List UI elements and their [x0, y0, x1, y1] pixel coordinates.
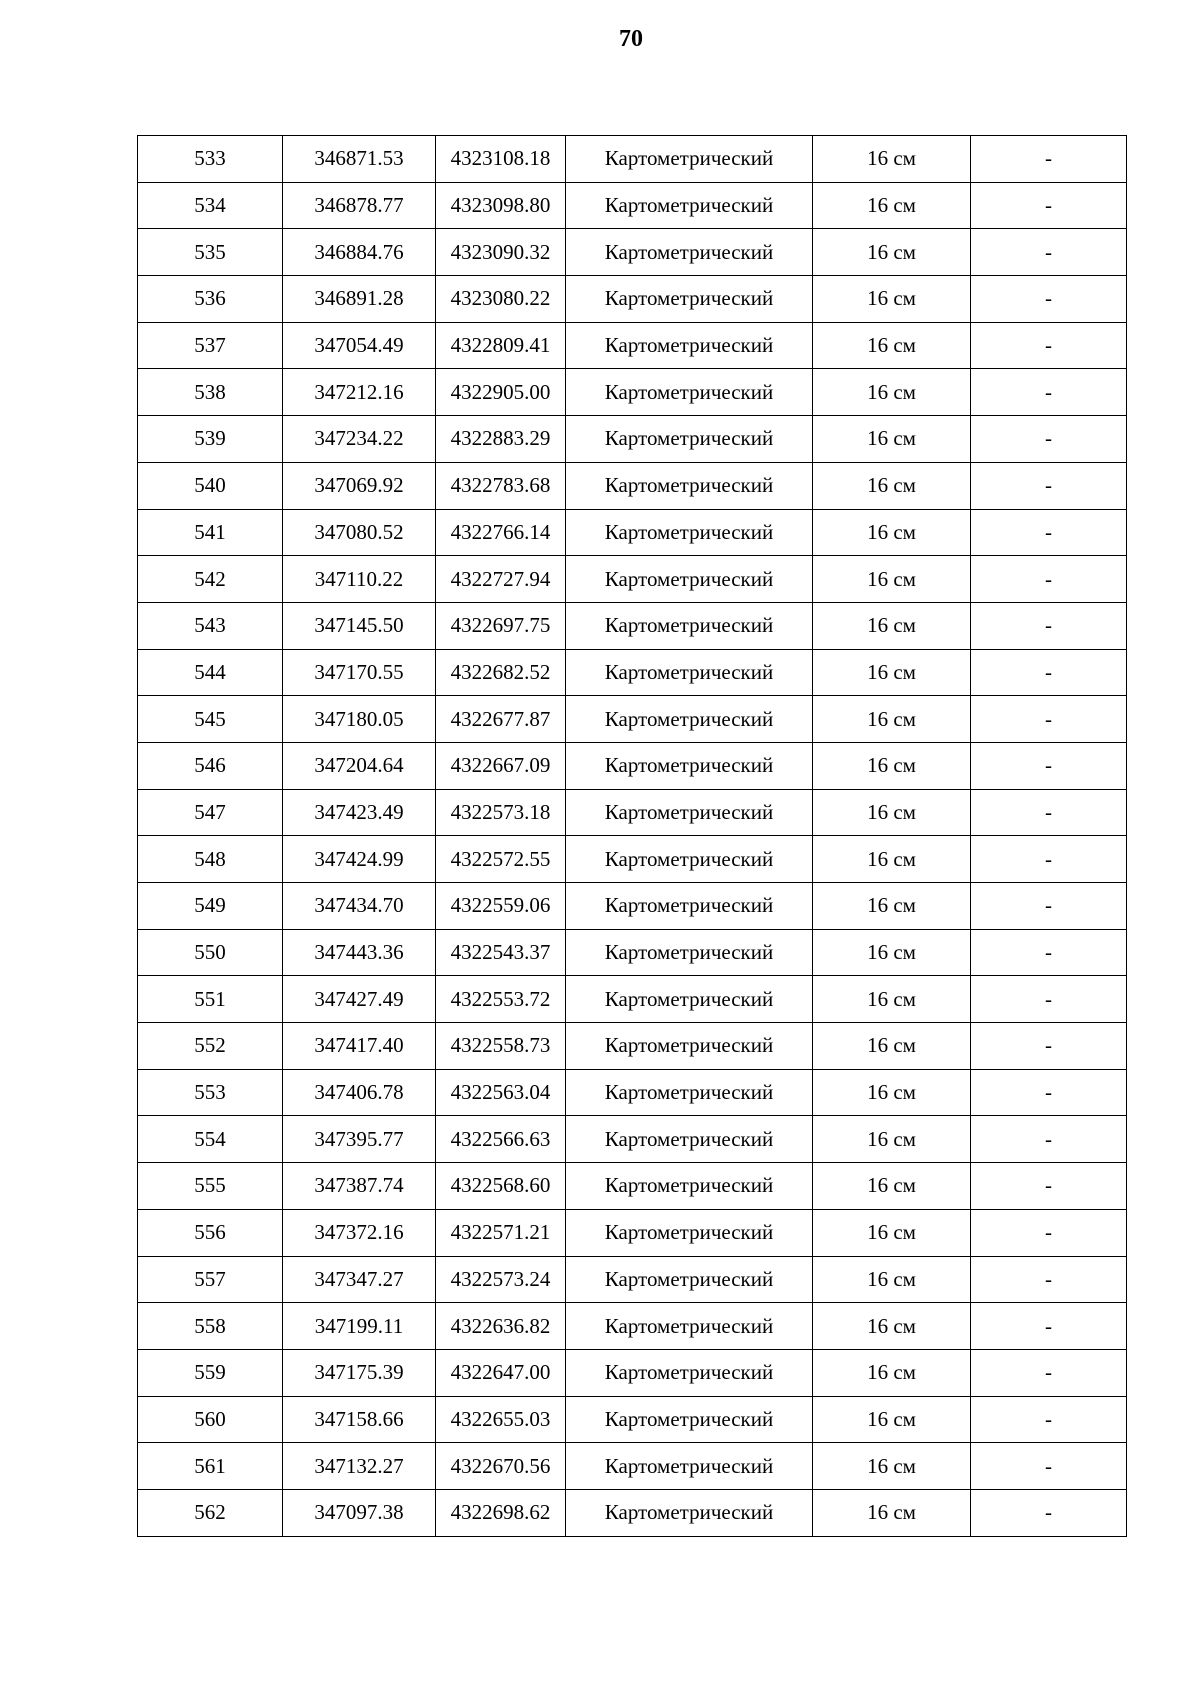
table-row: [138, 136, 1127, 183]
method-cell: Картометрический: [566, 976, 813, 1023]
x-coordinate-cell: 347423.49: [283, 789, 436, 836]
y-coordinate-cell: 4322571.21: [436, 1209, 566, 1256]
description-cell: -: [971, 1349, 1127, 1396]
description-cell: -: [971, 416, 1127, 463]
method-cell: Картометрический: [566, 229, 813, 276]
method-cell: Картометрический: [566, 276, 813, 323]
point-number-cell: 539: [138, 416, 283, 463]
description-cell: -: [971, 1489, 1127, 1536]
table-row: [138, 1443, 1127, 1490]
precision-cell: 16 см: [813, 1256, 971, 1303]
precision-cell: 16 см: [813, 1116, 971, 1163]
method-cell: Картометрический: [566, 182, 813, 229]
point-number-cell: 549: [138, 883, 283, 930]
description-cell: -: [971, 602, 1127, 649]
method-cell: Картометрический: [566, 556, 813, 603]
description-cell: -: [971, 696, 1127, 743]
y-coordinate-cell: 4322573.18: [436, 789, 566, 836]
method-cell: Картометрический: [566, 509, 813, 556]
description-cell: -: [971, 556, 1127, 603]
method-cell: Картометрический: [566, 1163, 813, 1210]
precision-cell: 16 см: [813, 136, 971, 183]
description-cell: -: [971, 509, 1127, 556]
description-cell: -: [971, 976, 1127, 1023]
y-coordinate-cell: 4322553.72: [436, 976, 566, 1023]
method-cell: Картометрический: [566, 1116, 813, 1163]
method-cell: Картометрический: [566, 1209, 813, 1256]
point-number-cell: 552: [138, 1023, 283, 1070]
coordinates-table-body: [138, 136, 1127, 1537]
y-coordinate-cell: 4322558.73: [436, 1023, 566, 1070]
point-number-cell: 547: [138, 789, 283, 836]
y-coordinate-cell: 4322905.00: [436, 369, 566, 416]
y-coordinate-cell: 4322766.14: [436, 509, 566, 556]
description-cell: -: [971, 1256, 1127, 1303]
precision-cell: 16 см: [813, 1023, 971, 1070]
table-row: [138, 1489, 1127, 1536]
x-coordinate-cell: 347069.92: [283, 462, 436, 509]
y-coordinate-cell: 4322563.04: [436, 1069, 566, 1116]
x-coordinate-cell: 347443.36: [283, 929, 436, 976]
point-number-cell: 546: [138, 742, 283, 789]
description-cell: -: [971, 1209, 1127, 1256]
table-row: [138, 276, 1127, 323]
y-coordinate-cell: 4323108.18: [436, 136, 566, 183]
y-coordinate-cell: 4322636.82: [436, 1303, 566, 1350]
y-coordinate-cell: 4322568.60: [436, 1163, 566, 1210]
x-coordinate-cell: 346871.53: [283, 136, 436, 183]
method-cell: Картометрический: [566, 1443, 813, 1490]
x-coordinate-cell: 346878.77: [283, 182, 436, 229]
table-row: [138, 1069, 1127, 1116]
point-number-cell: 556: [138, 1209, 283, 1256]
x-coordinate-cell: 347132.27: [283, 1443, 436, 1490]
method-cell: Картометрический: [566, 836, 813, 883]
table-row: [138, 976, 1127, 1023]
x-coordinate-cell: 347180.05: [283, 696, 436, 743]
y-coordinate-cell: 4322670.56: [436, 1443, 566, 1490]
method-cell: Картометрический: [566, 883, 813, 930]
table-row: [138, 1023, 1127, 1070]
precision-cell: 16 см: [813, 1069, 971, 1116]
method-cell: Картометрический: [566, 1256, 813, 1303]
precision-cell: 16 см: [813, 416, 971, 463]
y-coordinate-cell: 4323080.22: [436, 276, 566, 323]
y-coordinate-cell: 4322572.55: [436, 836, 566, 883]
y-coordinate-cell: 4322698.62: [436, 1489, 566, 1536]
x-coordinate-cell: 347406.78: [283, 1069, 436, 1116]
precision-cell: 16 см: [813, 369, 971, 416]
precision-cell: 16 см: [813, 276, 971, 323]
description-cell: -: [971, 322, 1127, 369]
description-cell: -: [971, 369, 1127, 416]
x-coordinate-cell: 347212.16: [283, 369, 436, 416]
table-row: [138, 696, 1127, 743]
point-number-cell: 560: [138, 1396, 283, 1443]
description-cell: -: [971, 1443, 1127, 1490]
x-coordinate-cell: 347417.40: [283, 1023, 436, 1070]
table-row: [138, 1396, 1127, 1443]
x-coordinate-cell: 347395.77: [283, 1116, 436, 1163]
table-row: [138, 1163, 1127, 1210]
description-cell: -: [971, 883, 1127, 930]
x-coordinate-cell: 347145.50: [283, 602, 436, 649]
point-number-cell: 559: [138, 1349, 283, 1396]
point-number-cell: 542: [138, 556, 283, 603]
x-coordinate-cell: 347158.66: [283, 1396, 436, 1443]
y-coordinate-cell: 4322727.94: [436, 556, 566, 603]
point-number-cell: 558: [138, 1303, 283, 1350]
method-cell: Картометрический: [566, 742, 813, 789]
precision-cell: 16 см: [813, 1396, 971, 1443]
x-coordinate-cell: 347387.74: [283, 1163, 436, 1210]
description-cell: -: [971, 229, 1127, 276]
table-row: [138, 742, 1127, 789]
y-coordinate-cell: 4322559.06: [436, 883, 566, 930]
method-cell: Картометрический: [566, 602, 813, 649]
precision-cell: 16 см: [813, 649, 971, 696]
point-number-cell: 535: [138, 229, 283, 276]
point-number-cell: 548: [138, 836, 283, 883]
table-row: [138, 229, 1127, 276]
point-number-cell: 543: [138, 602, 283, 649]
point-number-cell: 534: [138, 182, 283, 229]
method-cell: Картометрический: [566, 1069, 813, 1116]
y-coordinate-cell: 4322655.03: [436, 1396, 566, 1443]
x-coordinate-cell: 347199.11: [283, 1303, 436, 1350]
x-coordinate-cell: 346891.28: [283, 276, 436, 323]
point-number-cell: 540: [138, 462, 283, 509]
point-number-cell: 562: [138, 1489, 283, 1536]
precision-cell: 16 см: [813, 1349, 971, 1396]
point-number-cell: 541: [138, 509, 283, 556]
y-coordinate-cell: 4322783.68: [436, 462, 566, 509]
description-cell: -: [971, 649, 1127, 696]
table-row: [138, 789, 1127, 836]
description-cell: -: [971, 1023, 1127, 1070]
y-coordinate-cell: 4322667.09: [436, 742, 566, 789]
table-row: [138, 322, 1127, 369]
coordinates-table: [137, 135, 1127, 1537]
description-cell: -: [971, 789, 1127, 836]
x-coordinate-cell: 347347.27: [283, 1256, 436, 1303]
point-number-cell: 561: [138, 1443, 283, 1490]
point-number-cell: 536: [138, 276, 283, 323]
x-coordinate-cell: 347097.38: [283, 1489, 436, 1536]
description-cell: -: [971, 462, 1127, 509]
point-number-cell: 555: [138, 1163, 283, 1210]
y-coordinate-cell: 4322682.52: [436, 649, 566, 696]
precision-cell: 16 см: [813, 229, 971, 276]
x-coordinate-cell: 347427.49: [283, 976, 436, 1023]
description-cell: -: [971, 1303, 1127, 1350]
precision-cell: 16 см: [813, 182, 971, 229]
table-row: [138, 1116, 1127, 1163]
table-row: [138, 416, 1127, 463]
table-row: [138, 1303, 1127, 1350]
table-row: [138, 462, 1127, 509]
x-coordinate-cell: 347204.64: [283, 742, 436, 789]
description-cell: -: [971, 1116, 1127, 1163]
x-coordinate-cell: 347424.99: [283, 836, 436, 883]
description-cell: -: [971, 1396, 1127, 1443]
table-row: [138, 1349, 1127, 1396]
table-row: [138, 649, 1127, 696]
precision-cell: 16 см: [813, 322, 971, 369]
precision-cell: 16 см: [813, 1303, 971, 1350]
precision-cell: 16 см: [813, 462, 971, 509]
method-cell: Картометрический: [566, 1349, 813, 1396]
description-cell: -: [971, 136, 1127, 183]
method-cell: Картометрический: [566, 1489, 813, 1536]
method-cell: Картометрический: [566, 1396, 813, 1443]
y-coordinate-cell: 4322573.24: [436, 1256, 566, 1303]
y-coordinate-cell: 4323090.32: [436, 229, 566, 276]
page-number: 70: [619, 26, 643, 52]
precision-cell: 16 см: [813, 1209, 971, 1256]
description-cell: -: [971, 742, 1127, 789]
point-number-cell: 551: [138, 976, 283, 1023]
point-number-cell: 537: [138, 322, 283, 369]
x-coordinate-cell: 347054.49: [283, 322, 436, 369]
point-number-cell: 544: [138, 649, 283, 696]
x-coordinate-cell: 347080.52: [283, 509, 436, 556]
table-row: [138, 1256, 1127, 1303]
method-cell: Картометрический: [566, 416, 813, 463]
point-number-cell: 554: [138, 1116, 283, 1163]
point-number-cell: 533: [138, 136, 283, 183]
table-row: [138, 602, 1127, 649]
description-cell: -: [971, 1069, 1127, 1116]
table-row: [138, 883, 1127, 930]
precision-cell: 16 см: [813, 929, 971, 976]
description-cell: -: [971, 836, 1127, 883]
y-coordinate-cell: 4322543.37: [436, 929, 566, 976]
y-coordinate-cell: 4323098.80: [436, 182, 566, 229]
table-row: [138, 369, 1127, 416]
y-coordinate-cell: 4322697.75: [436, 602, 566, 649]
x-coordinate-cell: 347372.16: [283, 1209, 436, 1256]
table-row: [138, 836, 1127, 883]
x-coordinate-cell: 346884.76: [283, 229, 436, 276]
precision-cell: 16 см: [813, 602, 971, 649]
table-row: [138, 182, 1127, 229]
point-number-cell: 545: [138, 696, 283, 743]
x-coordinate-cell: 347170.55: [283, 649, 436, 696]
description-cell: -: [971, 929, 1127, 976]
precision-cell: 16 см: [813, 976, 971, 1023]
y-coordinate-cell: 4322647.00: [436, 1349, 566, 1396]
table-row: [138, 929, 1127, 976]
precision-cell: 16 см: [813, 696, 971, 743]
method-cell: Картометрический: [566, 322, 813, 369]
precision-cell: 16 см: [813, 883, 971, 930]
precision-cell: 16 см: [813, 789, 971, 836]
table-row: [138, 509, 1127, 556]
method-cell: Картометрический: [566, 929, 813, 976]
y-coordinate-cell: 4322566.63: [436, 1116, 566, 1163]
precision-cell: 16 см: [813, 836, 971, 883]
precision-cell: 16 см: [813, 1489, 971, 1536]
method-cell: Картометрический: [566, 369, 813, 416]
description-cell: -: [971, 1163, 1127, 1210]
y-coordinate-cell: 4322809.41: [436, 322, 566, 369]
precision-cell: 16 см: [813, 509, 971, 556]
point-number-cell: 553: [138, 1069, 283, 1116]
method-cell: Картометрический: [566, 462, 813, 509]
y-coordinate-cell: 4322883.29: [436, 416, 566, 463]
method-cell: Картометрический: [566, 136, 813, 183]
precision-cell: 16 см: [813, 1443, 971, 1490]
point-number-cell: 550: [138, 929, 283, 976]
y-coordinate-cell: 4322677.87: [436, 696, 566, 743]
description-cell: -: [971, 182, 1127, 229]
precision-cell: 16 см: [813, 556, 971, 603]
point-number-cell: 557: [138, 1256, 283, 1303]
method-cell: Картометрический: [566, 789, 813, 836]
description-cell: -: [971, 276, 1127, 323]
method-cell: Картометрический: [566, 649, 813, 696]
point-number-cell: 538: [138, 369, 283, 416]
method-cell: Картометрический: [566, 1303, 813, 1350]
method-cell: Картометрический: [566, 696, 813, 743]
x-coordinate-cell: 347110.22: [283, 556, 436, 603]
table-row: [138, 1209, 1127, 1256]
method-cell: Картометрический: [566, 1023, 813, 1070]
x-coordinate-cell: 347434.70: [283, 883, 436, 930]
precision-cell: 16 см: [813, 742, 971, 789]
table-row: [138, 556, 1127, 603]
precision-cell: 16 см: [813, 1163, 971, 1210]
x-coordinate-cell: 347234.22: [283, 416, 436, 463]
x-coordinate-cell: 347175.39: [283, 1349, 436, 1396]
